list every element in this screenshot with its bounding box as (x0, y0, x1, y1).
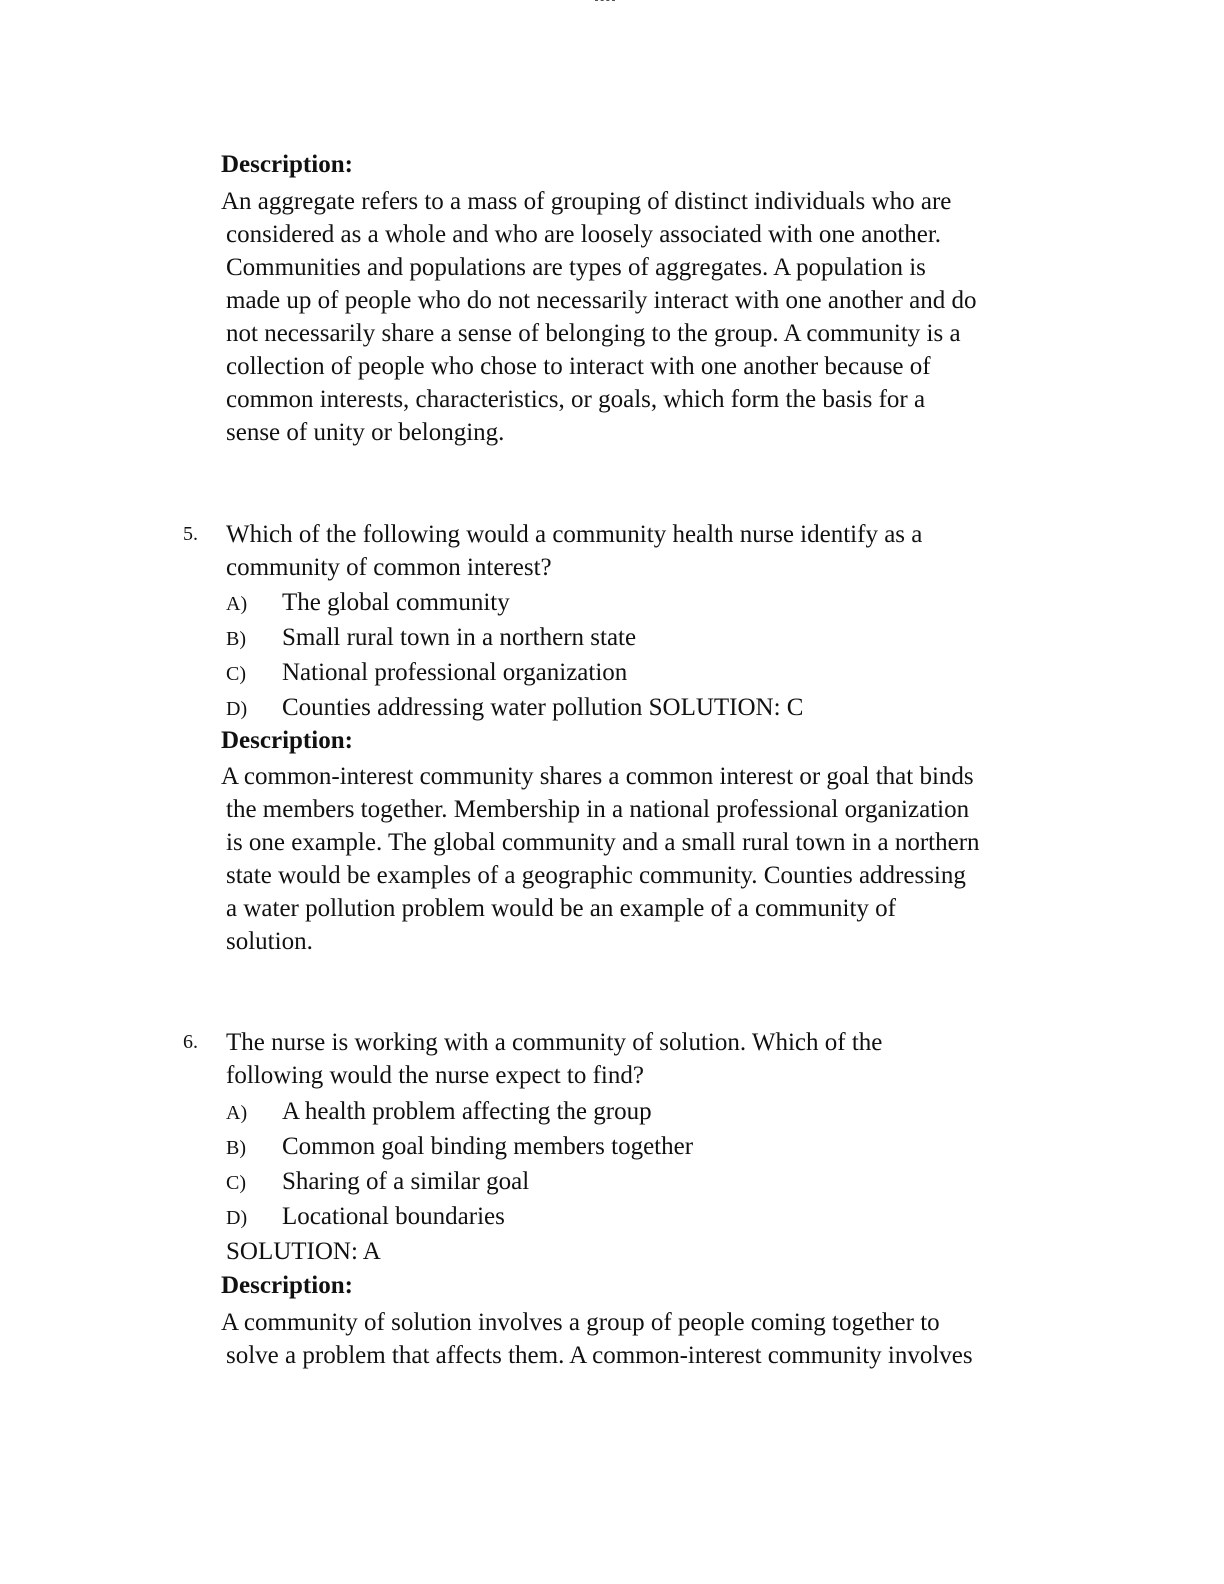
option-letter: C) (226, 663, 246, 685)
answer-option-a (226, 585, 510, 620)
answer-option-c (226, 1164, 529, 1199)
answer-option-c (226, 655, 627, 690)
paragraph-line: made up of people who do not necessarily interact with one another and do (226, 287, 977, 314)
paragraph-line: common interests, characteristics, or goals, which form the basis for a (226, 386, 926, 413)
option-letter: D) (226, 698, 248, 720)
question-text (226, 1026, 882, 1092)
question-number: 6. (183, 1031, 198, 1053)
answer-option-a (226, 1094, 652, 1129)
paragraph-line: An aggregate refers to a mass of grouping of distinct individuals who are (221, 188, 952, 215)
option-text: Common goal binding members together (282, 1133, 694, 1160)
question-line: Which of the following would a community health nurse identify as a (226, 521, 923, 548)
question-line: The nurse is working with a community of solution. Which of the (226, 1029, 883, 1056)
option-text: Sharing of a similar goal (282, 1168, 530, 1195)
option-letter: A) (226, 593, 248, 615)
option-text: The global community (282, 589, 510, 616)
paragraph-line: solve a problem that affects them. A common-interest community involves (226, 1342, 973, 1369)
description-heading: Description: (221, 151, 353, 178)
paragraph-line: is one example. The global community and a small rural town in a northern (226, 829, 980, 856)
question-line: community of common interest? (226, 554, 552, 581)
paragraph-line: Communities and populations are types of aggregates. A population is (226, 254, 926, 281)
description-heading: Description: (221, 727, 353, 754)
paragraph-line: not necessarily share a sense of belonging to the group. A community is a (226, 320, 961, 347)
option-letter: D) (226, 1207, 248, 1229)
paragraph-line: A common-interest community shares a common interest or goal that binds (221, 763, 974, 790)
question-text (226, 518, 922, 584)
option-letter: B) (226, 628, 246, 650)
answer-option-b (226, 1129, 693, 1164)
question-number: 5. (183, 523, 198, 545)
answer-option-d (226, 690, 803, 725)
description-paragraph (221, 1306, 1081, 1372)
option-letter: B) (226, 1137, 246, 1159)
option-text: A health problem affecting the group (282, 1098, 652, 1125)
solution-answer: SOLUTION: A (226, 1238, 381, 1265)
page-top-mark (595, 0, 615, 3)
paragraph-line: a water pollution problem would be an example of a community of (226, 895, 896, 922)
question-line: following would the nurse expect to find? (226, 1062, 644, 1089)
paragraph-line: state would be examples of a geographic community. Counties addressing (226, 862, 966, 889)
description-paragraph (221, 760, 1081, 958)
paragraph-line: collection of people who chose to interact with one another because of (226, 353, 931, 380)
answer-option-b (226, 620, 636, 655)
option-text: Small rural town in a northern state (282, 624, 637, 651)
option-text: Counties addressing water pollution SOLUTION: C (282, 694, 804, 721)
paragraph-line: the members together. Membership in a national professional organization (226, 796, 970, 823)
paragraph-line: considered as a whole and who are loosely associated with one another. (226, 221, 942, 248)
option-letter: A) (226, 1102, 248, 1124)
option-letter: C) (226, 1172, 246, 1194)
paragraph-line: sense of unity or belonging. (226, 419, 505, 446)
option-text: Locational boundaries (282, 1203, 505, 1230)
description-heading: Description: (221, 1272, 353, 1299)
paragraph-line: A community of solution involves a group of people coming together to (221, 1309, 940, 1336)
paragraph-line: solution. (226, 928, 313, 955)
option-text: National professional organization (282, 659, 628, 686)
answer-option-d (226, 1199, 505, 1234)
description-paragraph (221, 185, 1081, 449)
